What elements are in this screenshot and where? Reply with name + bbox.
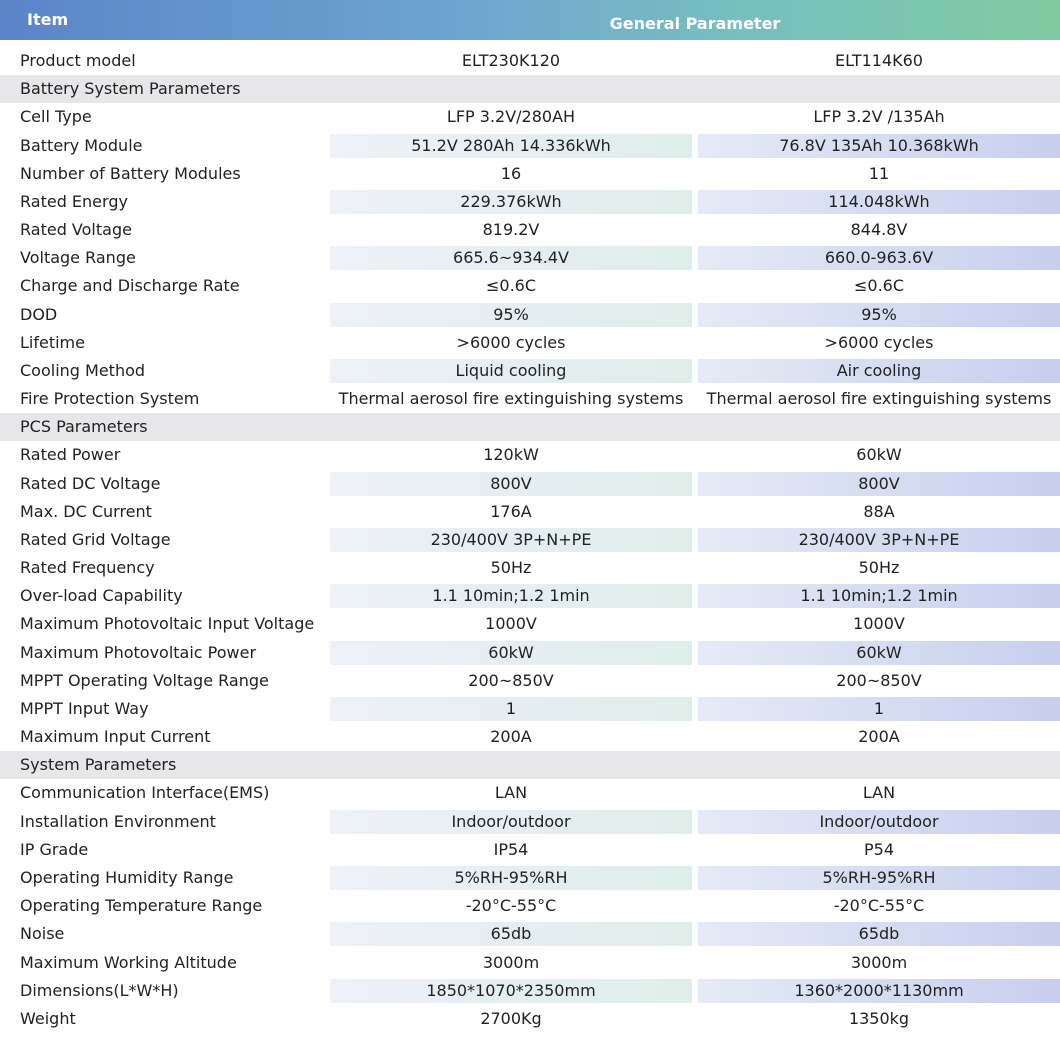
parameter-label: MPPT Input Way — [20, 698, 149, 718]
general-parameter-header: General Parameter — [609, 14, 781, 33]
table-row — [0, 132, 1060, 160]
value-elt114k60: 230/400V 3P+N+PE — [698, 528, 1060, 552]
table-row — [0, 610, 1060, 638]
value-elt230k120: 65db — [330, 922, 692, 946]
section-title: System Parameters — [20, 755, 177, 775]
value-elt230k120: 800V — [330, 472, 692, 496]
value-elt230k120: 200~850V — [468, 670, 554, 690]
value-elt114k60: 3000m — [850, 952, 908, 972]
value-elt230k120: Indoor/outdoor — [330, 810, 692, 834]
parameter-label: Installation Environment — [20, 811, 216, 831]
value-elt230k120: 60kW — [330, 641, 692, 665]
table-row — [0, 329, 1060, 357]
value-elt114k60: LAN — [862, 783, 896, 803]
parameter-table — [0, 47, 1060, 1033]
value-elt114k60: 114.048kWh — [698, 190, 1060, 214]
parameter-label: Lifetime — [20, 332, 85, 352]
parameter-label: Rated DC Voltage — [20, 473, 161, 493]
value-elt230k120: 176A — [490, 501, 532, 521]
parameter-label: Maximum Working Altitude — [20, 952, 237, 972]
parameter-label: MPPT Operating Voltage Range — [20, 670, 269, 690]
value-elt114k60: Air cooling — [698, 359, 1060, 383]
parameter-label: Maximum Input Current — [20, 727, 211, 747]
value-elt230k120: 1 — [330, 697, 692, 721]
value-elt230k120: 5%RH-95%RH — [330, 866, 692, 890]
table-row — [0, 47, 1060, 75]
table-row — [0, 160, 1060, 188]
parameter-label: Weight — [20, 1008, 76, 1028]
table-row — [0, 808, 1060, 836]
value-elt114k60: 1000V — [853, 614, 905, 634]
value-elt230k120: 1000V — [485, 614, 537, 634]
parameter-label: Noise — [20, 924, 65, 944]
value-elt114k60: 844.8V — [850, 220, 908, 240]
table-row — [0, 188, 1060, 216]
table-row — [0, 639, 1060, 667]
table-row — [0, 103, 1060, 131]
parameter-label: Number of Battery Modules — [20, 163, 241, 183]
value-elt114k60: 660.0-963.6V — [698, 246, 1060, 270]
value-elt230k120: -20°C-55°C — [465, 896, 557, 916]
value-elt114k60: 5%RH-95%RH — [698, 866, 1060, 890]
parameter-label: Communication Interface(EMS) — [20, 783, 270, 803]
table-row — [0, 357, 1060, 385]
value-elt230k120: IP54 — [493, 839, 529, 859]
value-elt230k120: 3000m — [482, 952, 540, 972]
parameter-label: Voltage Range — [20, 248, 136, 268]
value-elt230k120: 16 — [500, 163, 522, 183]
table-row — [0, 526, 1060, 554]
parameter-label: Rated Voltage — [20, 220, 132, 240]
table-row — [0, 695, 1060, 723]
value-elt230k120: 229.376kWh — [330, 190, 692, 214]
value-elt230k120: 2700Kg — [480, 1008, 542, 1028]
value-elt114k60: 200A — [858, 727, 900, 747]
table-row — [0, 920, 1060, 948]
value-elt114k60: 1360*2000*1130mm — [698, 979, 1060, 1003]
value-elt230k120: ELT230K120 — [461, 51, 561, 70]
value-elt230k120: 665.6~934.4V — [330, 246, 692, 270]
parameter-label: Maximum Photovoltaic Power — [20, 642, 257, 662]
parameter-label: Over-load Capability — [20, 586, 183, 606]
section-header-row — [0, 75, 1060, 103]
section-header-row — [0, 413, 1060, 441]
parameter-label: Max. DC Current — [20, 501, 152, 521]
table-row — [0, 892, 1060, 920]
value-elt114k60: Indoor/outdoor — [698, 810, 1060, 834]
value-elt114k60: 200~850V — [836, 670, 922, 690]
table-row — [0, 1005, 1060, 1033]
parameter-label: IP Grade — [20, 839, 89, 859]
value-elt114k60: 95% — [698, 303, 1060, 327]
table-row — [0, 244, 1060, 272]
parameter-label: Maximum Photovoltaic Input Voltage — [20, 614, 315, 634]
table-row — [0, 441, 1060, 469]
value-elt230k120: 1.1 10min;1.2 1min — [330, 584, 692, 608]
value-elt230k120: Thermal aerosol fire extinguishing systems — [338, 389, 684, 409]
value-elt230k120: 95% — [330, 303, 692, 327]
value-elt114k60: >6000 cycles — [824, 332, 934, 352]
table-row — [0, 470, 1060, 498]
value-elt114k60: 65db — [698, 922, 1060, 946]
parameter-label: Cell Type — [20, 107, 92, 127]
value-elt230k120: 51.2V 280Ah 14.336kWh — [330, 134, 692, 158]
value-elt114k60: Thermal aerosol fire extinguishing systems — [706, 389, 1052, 409]
section-title: PCS Parameters — [20, 417, 148, 437]
parameter-label: Operating Temperature Range — [20, 896, 263, 916]
value-elt114k60: P54 — [863, 839, 894, 859]
parameter-label: Charge and Discharge Rate — [20, 276, 240, 296]
section-header-row — [0, 751, 1060, 779]
table-row — [0, 779, 1060, 807]
parameter-label: Operating Humidity Range — [20, 867, 234, 887]
value-elt114k60: 800V — [698, 472, 1060, 496]
table-row — [0, 216, 1060, 244]
table-row — [0, 667, 1060, 695]
table-row — [0, 977, 1060, 1005]
value-elt114k60: 60kW — [698, 641, 1060, 665]
value-elt230k120: 120kW — [483, 445, 539, 465]
value-elt114k60: ≤0.6C — [853, 276, 905, 296]
value-elt114k60: 1 — [698, 697, 1060, 721]
value-elt230k120: LFP 3.2V/280AH — [446, 107, 576, 127]
value-elt230k120: Liquid cooling — [330, 359, 692, 383]
table-row — [0, 723, 1060, 751]
value-elt230k120: 1850*1070*2350mm — [330, 979, 692, 1003]
value-elt230k120: LAN — [494, 783, 528, 803]
parameter-label: Dimensions(L*W*H) — [20, 980, 179, 1000]
table-row — [0, 582, 1060, 610]
table-row — [0, 385, 1060, 413]
value-elt114k60: ELT114K60 — [835, 51, 923, 70]
value-elt230k120: 819.2V — [482, 220, 540, 240]
table-row — [0, 554, 1060, 582]
table-row — [0, 272, 1060, 300]
parameter-label: Rated Power — [20, 445, 121, 465]
value-elt114k60: 11 — [868, 163, 890, 183]
parameter-label: DOD — [20, 304, 58, 324]
value-elt114k60: 50Hz — [858, 558, 900, 578]
parameter-label: Rated Grid Voltage — [20, 529, 171, 549]
value-elt230k120: 200A — [490, 727, 532, 747]
value-elt114k60: 88A — [863, 501, 895, 521]
value-elt230k120: >6000 cycles — [456, 332, 566, 352]
item-column-header: Item — [27, 10, 69, 29]
value-elt114k60: -20°C-55°C — [833, 896, 925, 916]
table-row — [0, 301, 1060, 329]
parameter-label: Cooling Method — [20, 360, 146, 380]
parameter-label: Product model — [20, 51, 136, 70]
value-elt114k60: LFP 3.2V /135Ah — [813, 107, 945, 127]
section-title: Battery System Parameters — [20, 79, 241, 99]
table-row — [0, 836, 1060, 864]
table-row — [0, 864, 1060, 892]
value-elt114k60: 76.8V 135Ah 10.368kWh — [698, 134, 1060, 158]
table-row — [0, 498, 1060, 526]
value-elt230k120: 50Hz — [490, 558, 532, 578]
parameter-label: Battery Module — [20, 135, 143, 155]
value-elt114k60: 1.1 10min;1.2 1min — [698, 584, 1060, 608]
value-elt230k120: ≤0.6C — [485, 276, 537, 296]
value-elt230k120: 230/400V 3P+N+PE — [330, 528, 692, 552]
value-elt114k60: 60kW — [856, 445, 902, 465]
value-elt114k60: 1350kg — [848, 1008, 910, 1028]
parameter-label: Fire Protection System — [20, 389, 200, 409]
parameter-label: Rated Energy — [20, 191, 128, 211]
parameter-label: Rated Frequency — [20, 558, 155, 578]
table-row — [0, 949, 1060, 977]
table-header — [0, 0, 1060, 40]
